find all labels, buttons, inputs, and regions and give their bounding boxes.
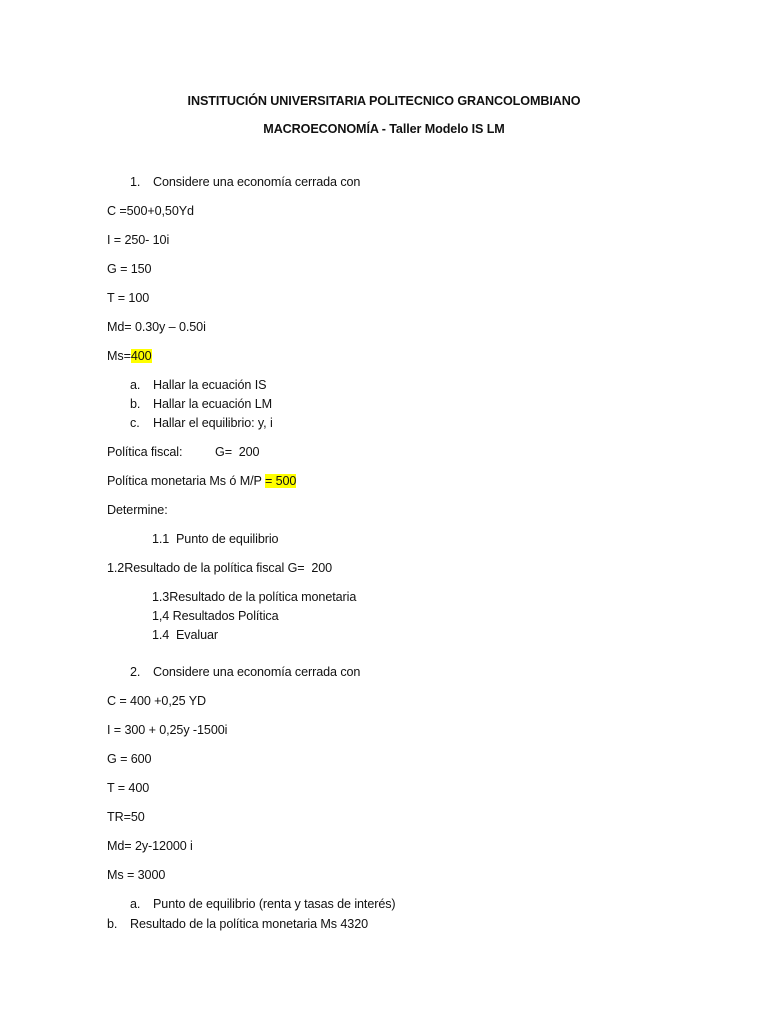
p2-eq-ms: Ms = 3000 <box>107 868 166 882</box>
determine-label: Determine: <box>107 503 168 517</box>
problem2-number: 2. <box>130 665 141 679</box>
p1-task-b-letter: b. <box>130 397 141 411</box>
p2-task-b-letter: b. <box>107 917 118 931</box>
problem1-number: 1. <box>130 175 141 189</box>
monetary-policy-label: Política monetaria Ms ó M/P <box>107 474 262 488</box>
p1-eq-g: G = 150 <box>107 262 152 276</box>
problem1-heading <box>130 174 360 190</box>
p2-task-a-text: Punto de equilibrio (renta y tasas de interés) <box>153 897 396 911</box>
institution-title: INSTITUCIÓN UNIVERSITARIA POLITECNICO GRANCOLOMBIANO <box>187 94 581 108</box>
p2-eq-i: I = 300 + 0,25y -1500i <box>107 723 228 737</box>
p1-eq-t: T = 100 <box>107 291 150 305</box>
problem1-intro: Considere una economía cerrada con <box>153 175 361 189</box>
p1-task-c-text: Hallar el equilibrio: y, i <box>153 416 273 430</box>
monetary-policy <box>107 473 296 489</box>
p1-eq-i: I = 250- 10i <box>107 233 170 247</box>
p2-task-a <box>130 896 396 912</box>
problem2-heading <box>130 664 360 680</box>
p1-eq-md: Md= 0.30y – 0.50i <box>107 320 206 334</box>
p1-task-b <box>130 396 272 412</box>
p2-task-a-letter: a. <box>130 897 141 911</box>
p1-ms-value-highlight: 400 <box>130 349 152 363</box>
p2-eq-c: C = 400 +0,25 YD <box>107 694 206 708</box>
p1-task-a <box>130 377 266 393</box>
p1-task-c <box>130 415 273 431</box>
fiscal-policy-value: G= 200 <box>215 445 260 459</box>
p2-task-b-text: Resultado de la política monetaria Ms 4320 <box>130 917 369 931</box>
p1-task-a-letter: a. <box>130 378 141 392</box>
p1-task-c-letter: c. <box>130 416 140 430</box>
item-1-4-evaluate: 1.4 Evaluar <box>152 628 219 642</box>
problem2-intro: Considere una economía cerrada con <box>153 665 361 679</box>
item-1-3: 1.3Resultado de la política monetaria <box>152 590 357 604</box>
p1-eq-ms <box>107 348 152 364</box>
course-title: MACROECONOMÍA - Taller Modelo IS LM <box>263 122 505 136</box>
p2-eq-md: Md= 2y-12000 i <box>107 839 193 853</box>
p1-task-a-text: Hallar la ecuación IS <box>153 378 267 392</box>
p2-eq-tr: TR=50 <box>107 810 145 824</box>
p2-eq-t: T = 400 <box>107 781 150 795</box>
p2-eq-g: G = 600 <box>107 752 152 766</box>
monetary-policy-value-highlight: = 500 <box>264 474 297 488</box>
fiscal-policy-label: Política fiscal: <box>107 445 183 459</box>
p1-task-b-text: Hallar la ecuación LM <box>153 397 272 411</box>
item-1-2: 1.2Resultado de la política fiscal G= 200 <box>107 561 333 575</box>
item-1-4-results: 1,4 Resultados Política <box>152 609 279 623</box>
p2-task-b <box>107 916 368 932</box>
item-1-1: 1.1 Punto de equilibrio <box>152 532 279 546</box>
p1-ms-label: Ms= <box>107 349 131 363</box>
p1-eq-c: C =500+0,50Yd <box>107 204 194 218</box>
